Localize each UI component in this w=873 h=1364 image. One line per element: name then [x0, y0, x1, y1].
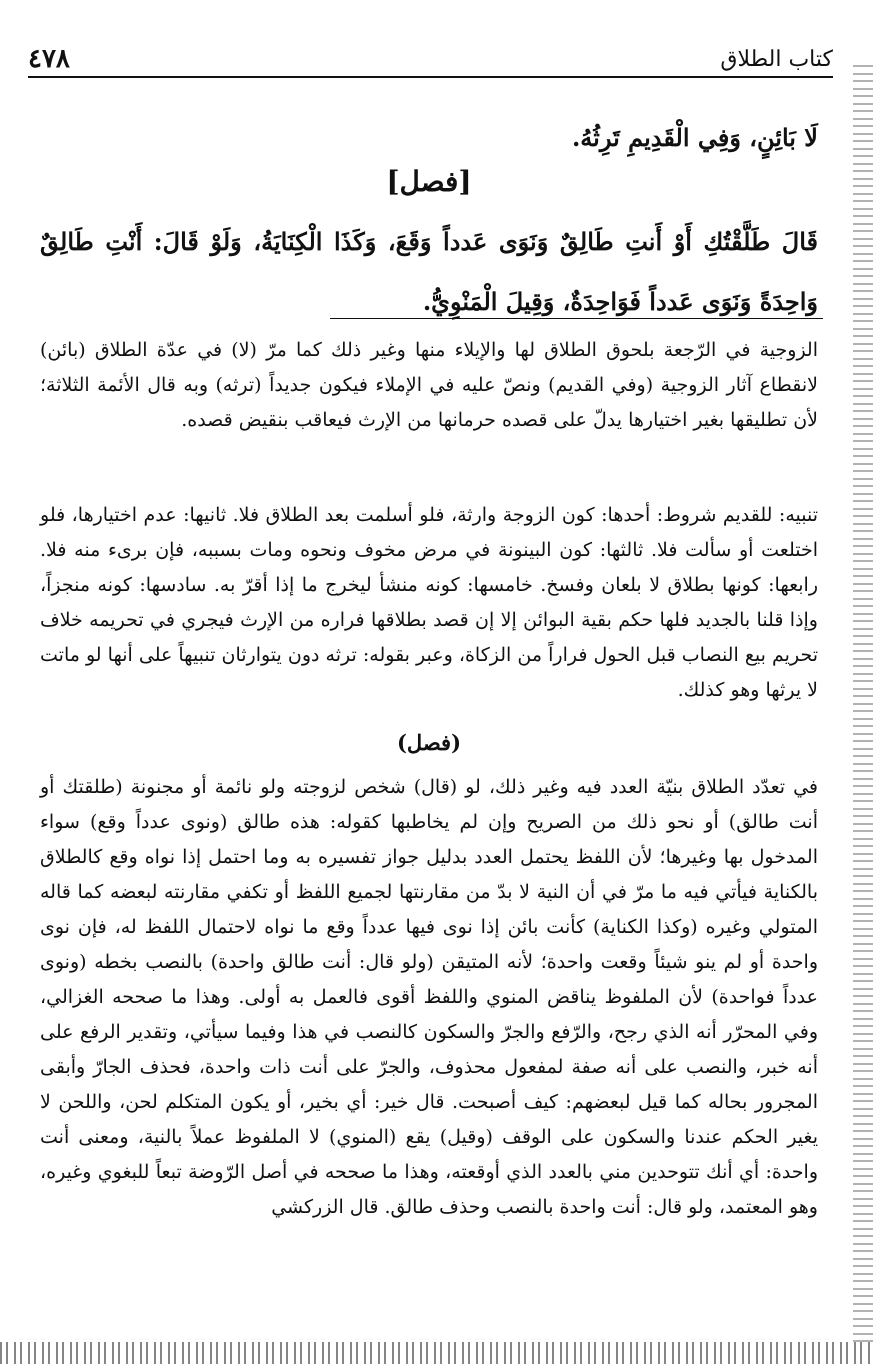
section-heading: (فصل)	[396, 730, 462, 755]
sharh-paragraph-1: الزوجية في الرّجعة بلحوق الطلاق لها والإيلاء منها وغير ذلك كما مرّ (لا) في عدّة الطلاق (بائن) لانقطاع آثار الزوجية (وفي القديم) ونصّ عليه في الإملاء فيكون جديداً (ترثه) وبه قال الأئمة الثلاثة؛ لأن تطليقها بغير اختيارها يدلّ على قصده حرمانها من الإرث فيعاقب بنقيض قصده.	[40, 339, 818, 431]
running-header	[28, 40, 833, 78]
sharh-paragraph-2: تنبيه: للقديم شروط: أحدها: كون الزوجة وارثة، فلو أسلمت بعد الطلاق فلا. ثانيها: عدم اختيارها، فلو اختلعت أو سألت فلا. ثالثها: كون البينونة في مرض مخوف ونحوه ومات بسببه، فإن برىء منه فلا. رابعها: كونها بطلاق لا بلعان وفسخ. خامسها: كونه منشأ ليخرج ما إذا أقرّ به. سادسها: كونه منجزاً، وإذا قلنا بالجديد فلها حكم بقية البوائن إلا إن قصد بطلاقها فراره من الإرث فيجري في تحريمه خلاف تحريم بيع النصاب قبل الحول فراراً من الزكاة، وعبر بقوله: ترثه دون يتوارثان تنبيهاً على أنها لو ماتت لا يرثها وهو كذلك.	[40, 504, 818, 701]
decorative-border-bottom	[0, 1342, 873, 1364]
matn-top: لَا بَائِنٍ، وَفِي الْقَدِيمِ تَرِثُهُ.	[571, 123, 818, 152]
decorative-border-right	[853, 60, 873, 1342]
sharh-paragraph-3: في تعدّد الطلاق بنيّة العدد فيه وغير ذلك، لو (قال) شخص لزوجته ولو نائمة أو مجنونة (طلقتك أو أنت طالق) أو نحو ذلك من الصريح وإن لم يخاطبها كقوله: هذه طالق (ونوى عدداً وقع) سواء المدخول بها وغيرها؛ لأن اللفظ يحتمل العدد بدليل جواز تفسيره به وما احتمل إذا نواه وقع كالطلاق بالكناية فيأتي فيه ما مرّ في أن النية لا بدّ من مقارنتها لجميع اللفظ أو تكفي مقارنته لبعضه كما قاله المتولي وغيره (وكذا الكناية) كأنت بائن إذا نوى فيها عدداً وقع ما نواه لاحتمال اللفظ له، فإن نوى واحدة أو لم ينو شيئاً وقعت واحدة؛ لأنه المتيقن (ولو قال: أنت طالق واحدة) بالنصب بخطه (ونوى عدداً فواحدة) لأن الملفوظ يناقض المنوي واللفظ أقوى فالعمل به أولى. وهذا ما صححه الغزالي، وفي المحرّر أنه الذي رجح، والرّفع والجرّ والسكون كالنصب في هذا وفيما سيأتي، وتقدير الرفع على أنه خبر، والنصب على أنه صفة لمفعول محذوف، والجرّ على أنت ذات واحدة، فحذف الجارّ وأبقى المجرور بحاله كما قيل لبعضهم: كيف أصبحت. قال خير: أي بخير، أو يكون المتكلم لحن، واللحن لا يغير الحكم عندنا والسكون على الوقف (وقيل) يقع (المنوي) لا الملفوظ عملاً بالنية، ومعنى أنت واحدة: أي أنك تتوحدين مني بالعدد الذي أوقعته، وهذا ما صححه في أصل الرّوضة تبعاً للبغوي وغيره، وهو المعتمد، ولو قال: أنت واحدة بالنصب وحذف طالق. قال الزركشي	[40, 776, 818, 1218]
matn-heading: [فصل]	[386, 165, 472, 198]
divider-rule	[330, 318, 823, 319]
page-number: ٤٧٨	[28, 44, 70, 74]
matn-body: قَالَ طَلَّقْتُكِ أَوْ أَنتِ طَالِقٌ وَنَوَى عَدداً وَقَعَ، وَكَذَا الْكِنَايَةُ، وَلَوْ قَالَ: أَنْتِ طَالِقٌ وَاحِدَةً وَنَوَى عَدداً فَوَاحِدَةٌ، وَقِيلَ الْمَنْوِيُّ.	[40, 227, 818, 316]
book-title: كتاب الطلاق	[720, 47, 833, 72]
